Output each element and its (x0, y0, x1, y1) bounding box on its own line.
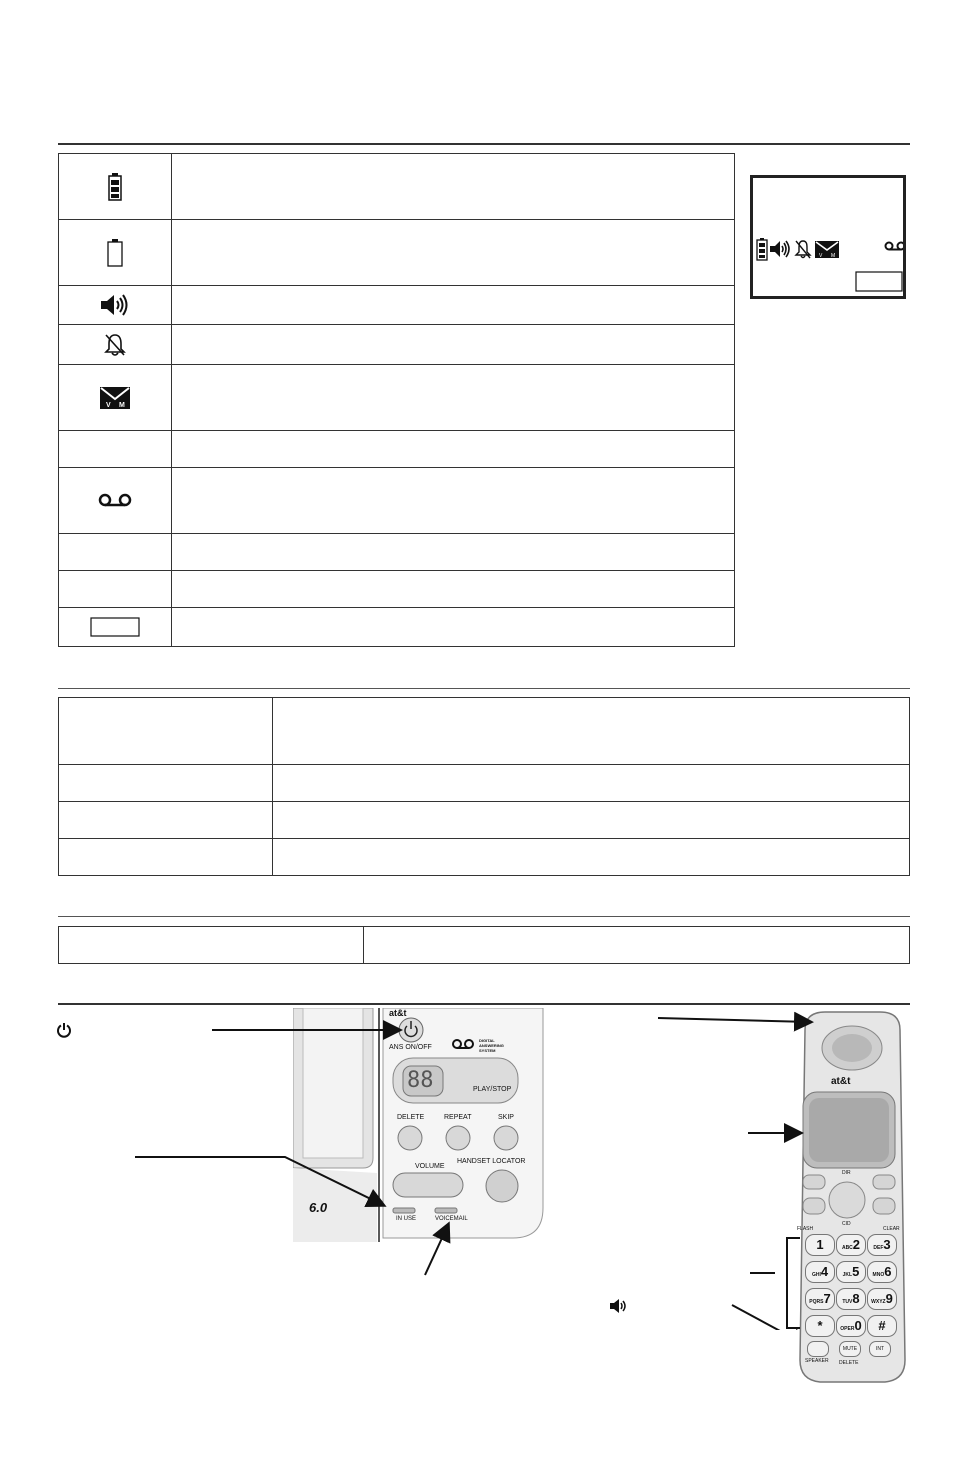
lcd-icons (753, 178, 903, 296)
key-star[interactable]: * (805, 1315, 835, 1337)
icon-cell (59, 154, 172, 220)
battery-full-icon (757, 238, 767, 260)
key-0[interactable]: OPER0 (836, 1315, 866, 1337)
skip-label: SKIP (498, 1114, 514, 1121)
voicemail-label: VOICEMAIL (435, 1216, 468, 1222)
description-cell (171, 468, 734, 534)
table-row (59, 927, 910, 964)
key-1[interactable]: 1 (805, 1234, 835, 1256)
speaker-button[interactable] (807, 1341, 829, 1357)
table-row (59, 534, 735, 571)
ringer-off-icon (796, 241, 810, 258)
callout-arrows (0, 1000, 954, 1330)
section-rule (58, 143, 910, 145)
description-cell (171, 325, 734, 365)
in-use-label: IN USE (396, 1216, 417, 1222)
section-rule (58, 688, 910, 689)
label-cell (59, 765, 273, 802)
das-label: DIGITAL ANSWERING SYSTEM (479, 1038, 504, 1053)
key-4[interactable]: GHI4 (805, 1261, 835, 1283)
description-cell (171, 286, 734, 325)
cid-label: CID (842, 1221, 851, 1227)
icon-cell (59, 468, 172, 534)
table-row (59, 154, 735, 220)
table-row (59, 802, 910, 839)
key-pound[interactable]: # (867, 1315, 897, 1337)
blank-box-icon (90, 617, 140, 637)
section-rule (58, 916, 910, 917)
voicemail-envelope-icon (815, 241, 839, 259)
key-9[interactable]: WXYZ9 (867, 1288, 897, 1310)
icon-cell (59, 325, 172, 365)
table-row (59, 608, 735, 647)
label-cell (59, 839, 273, 876)
icon-cell (59, 220, 172, 286)
speaker-label: SPEAKER (805, 1358, 829, 1364)
description-cell (171, 431, 734, 468)
mute-button[interactable]: MUTE (839, 1341, 861, 1357)
battery-empty-icon (106, 239, 124, 267)
table-row (59, 220, 735, 286)
second-table (58, 697, 910, 876)
label-cell (59, 698, 273, 765)
speaker-icon (100, 293, 130, 317)
answering-machine-icon (886, 243, 904, 250)
clear-label: CLEAR (883, 1226, 900, 1232)
description-cell (272, 698, 909, 765)
icon-cell (59, 534, 172, 571)
ans-on-off-label: ANS ON/OFF (389, 1044, 432, 1051)
key-7[interactable]: PQRS7 (805, 1288, 835, 1310)
table-row (59, 839, 910, 876)
model-number: 6.0 (309, 1200, 328, 1215)
flash-label: FLASH (797, 1226, 814, 1232)
table-row (59, 365, 735, 431)
voicemail-envelope-icon (100, 387, 130, 409)
key-5[interactable]: JKL5 (836, 1261, 866, 1283)
description-cell (171, 608, 734, 647)
svg-text:V: V (105, 401, 111, 409)
speaker-icon (770, 241, 789, 257)
description-cell (171, 571, 734, 608)
ringer-off-icon (104, 333, 126, 357)
blank-box-icon (856, 272, 902, 291)
key-6[interactable]: MNO6 (867, 1261, 897, 1283)
dir-label: DIR (842, 1170, 851, 1176)
screen-icons-table (58, 153, 735, 647)
label-cell (59, 927, 364, 964)
message-counter: 88 (407, 1068, 434, 1093)
description-cell (363, 927, 909, 964)
description-cell (272, 765, 909, 802)
table-row (59, 765, 910, 802)
table-row (59, 698, 910, 765)
handset-brand: at&t (831, 1076, 851, 1087)
svg-text:V: V (819, 253, 823, 259)
battery-full-icon (108, 173, 122, 201)
key-8[interactable]: TUV8 (836, 1288, 866, 1310)
svg-text:M: M (831, 253, 836, 259)
answering-machine-icon (98, 493, 132, 507)
icon-cell (59, 571, 172, 608)
play-stop-label: PLAY/STOP (473, 1086, 512, 1093)
description-cell (272, 839, 909, 876)
base-brand: at&t (389, 1008, 407, 1018)
icon-cell (59, 286, 172, 325)
volume-label: VOLUME (415, 1163, 445, 1170)
svg-text:M: M (118, 401, 125, 409)
key-3[interactable]: DEF3 (867, 1234, 897, 1256)
icon-cell (59, 431, 172, 468)
description-cell (171, 365, 734, 431)
int-button[interactable]: INT (869, 1341, 891, 1357)
repeat-label: REPEAT (444, 1114, 472, 1121)
label-cell (59, 802, 273, 839)
icon-cell (59, 365, 172, 431)
description-cell (272, 802, 909, 839)
icon-cell (59, 608, 172, 647)
handset-locator-label: HANDSET LOCATOR (457, 1158, 526, 1165)
table-row (59, 571, 735, 608)
third-table (58, 926, 910, 964)
delete-label: DELETE (397, 1114, 425, 1121)
table-row (59, 325, 735, 365)
delete-label: DELETE (839, 1360, 859, 1366)
description-cell (171, 220, 734, 286)
description-cell (171, 154, 734, 220)
key-2[interactable]: ABC2 (836, 1234, 866, 1256)
lcd-screen-preview (750, 175, 906, 299)
table-row (59, 431, 735, 468)
description-cell (171, 534, 734, 571)
table-row (59, 286, 735, 325)
table-row (59, 468, 735, 534)
